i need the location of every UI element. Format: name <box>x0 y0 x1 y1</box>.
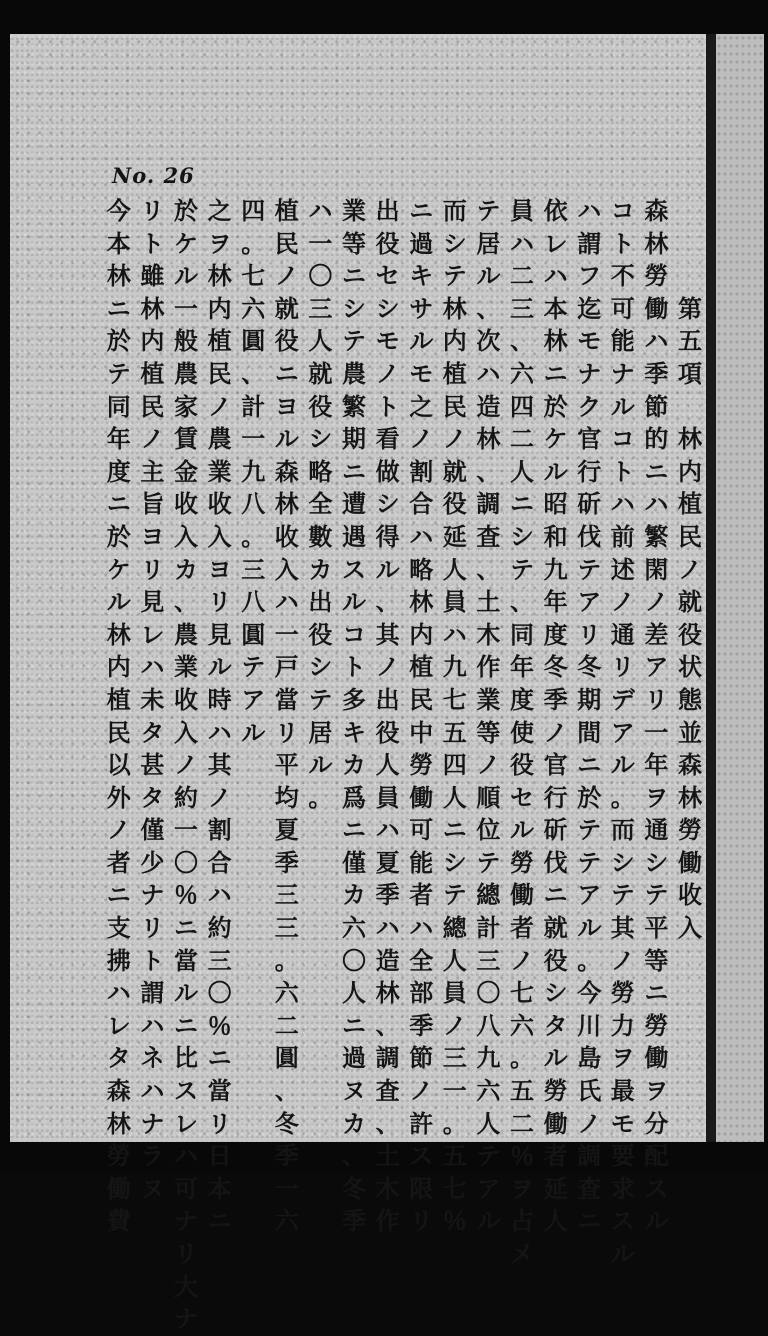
text-column: 於 ケ ル 一 般 農 家 賃 金 收 入 カ 、 農 業 收 入 ノ 約 一 〇 ％ ニ 當 ル ニ 比 ス レ ハ 可 ナ リ 大 ナ <box>174 197 198 1334</box>
text-column: 依 レ ハ 本 林 ニ 於 ケ ル 昭 和 九 年 度 冬 季 ノ 官 行 斫 伐 ニ 就 役 シ タ ル 勞 働 者 延 人 <box>543 197 568 1236</box>
text-column: ハ 一 〇 三 人 就 役 シ 略 全 數 カ 出 役 シ テ 居 ル 。 <box>308 197 333 812</box>
text-column: 業 等 ニ シ テ 農 繁 期 ニ 遭 遇 ス ル コ ト 多 キ カ 爲 ニ 僅 カ 六 〇 人 ニ 過 ヌ カ 、 冬 季 <box>342 197 366 1236</box>
page-right-strip <box>716 34 764 1142</box>
text-column: 森 林 勞 働 ハ 季 節 的 ニ ハ 繁 閑 ノ 差 ア リ 一 年 ヲ 通 シ テ 平 等 ニ 勞 働 ヲ 分 配 ス ル <box>644 197 669 1236</box>
text-column: コ ト 不 可 能 ナ ル コ ト ハ 前 述 ノ 通 リ デ ア ル 。 而 シ テ 其 ノ 勞 力 ヲ 最 モ 要 求 ス ル <box>610 197 635 1268</box>
text-column: リ ト 雖 林 内 植 民 ノ 主 旨 ヨ リ 見 レ ハ 未 タ 甚 タ 僅 少 ナ リ ト 謂 ハ ネ ハ ナ ラ ヌ <box>140 197 165 1203</box>
vertical-text-body <box>90 195 710 1334</box>
text-column: 出 役 セ シ モ ノ ト 看 做 シ 得 ル 、 其 ノ 出 役 人 員 ハ 夏 季 ハ 造 林 、 調 査 、 土 木 作 <box>375 197 400 1236</box>
text-column: 員 ハ 二 三 、 六 四 二 人 ニ シ テ 、 同 年 度 使 役 セ ル 勞 働 者 ノ 七 六 。 五 二 ％ ヲ 占 メ <box>510 197 534 1268</box>
text-column: ニ 過 キ サ ル モ 之 ノ 割 合 ハ 略 林 内 植 民 中 勞 働 可 能 者 ハ 全 部 季 節 ノ 許 ス 限 リ <box>409 197 434 1236</box>
text-column: 植 民 ノ 就 役 ニ ヨ ル 森 林 收 入 ハ 一 戸 當 リ 平 均 夏 季 三 三 。 六 二 圓 、 冬 季 一 六 <box>274 197 299 1236</box>
text-column: 而 シ テ 林 内 植 民 ノ 就 役 延 人 員 ハ 九 七 五 四 人 ニ シ テ 總 人 員 ノ 三 一 。 五 七 ％ <box>442 197 467 1236</box>
text-column: テ 居 ル 、 次 ハ 造 林 、 調 査 、 土 木 作 業 等 ノ 順 位 テ 總 計 三 〇 八 九 六 人 テ ア ル <box>476 197 501 1236</box>
text-column: 四 。 七 六 圓 、 計 一 九 八 。 三 八 圓 テ ア ル <box>241 197 266 747</box>
page-number: No. 26 <box>112 163 195 188</box>
section-heading-column: 第 五 項 林 内 植 民 ノ 就 役 状 態 並 森 林 勞 働 收 入 <box>678 294 702 943</box>
text-column: 之 ヲ 林 内 植 民 ノ 農 業 收 入 ヨ リ 見 ル 時 ハ 其 ノ 割 合 ハ 約 三 〇 ％ ニ 當 リ 日 本 ニ <box>207 197 232 1236</box>
text-column: 今 本 林 ニ 於 テ 同 年 度 ニ 於 ケ ル 林 内 植 民 以 外 ノ 者 ニ 支 拂 ハ レ タ 森 林 勞 働 費 <box>106 197 131 1236</box>
text-column: ハ 謂 フ 迄 モ ナ ク 官 行 斫 伐 テ ア リ 冬 期 間 ニ 於 テ テ ア ル 。 今 川 島 氏 ノ 調 査 ニ <box>577 197 602 1236</box>
